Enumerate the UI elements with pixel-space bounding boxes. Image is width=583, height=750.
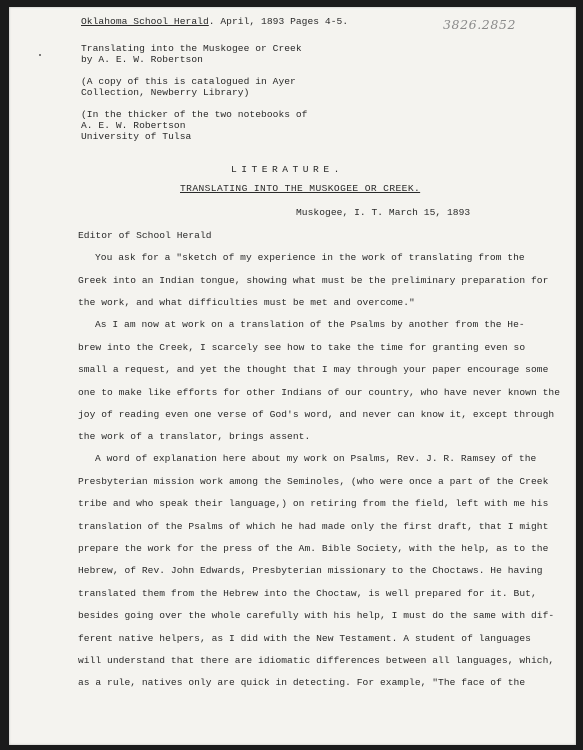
body-line: one to make like efforts for other Indians of our country, who have never known the: [78, 387, 560, 398]
body-line: the work of a translator, brings assent.: [78, 431, 311, 442]
copy-note-line-1: (A copy of this is catalogued in Ayer: [81, 76, 296, 87]
paper-speck: [39, 54, 41, 56]
article-subtitle: TRANSLATING INTO THE MUSKOGEE OR CREEK.: [180, 183, 421, 194]
source-title: Translating into the Muskogee or Creek: [81, 43, 302, 54]
copy-note-line-2: Collection, Newberry Library): [81, 87, 250, 98]
body-line: Presbyterian mission work among the Seminoles, (who were once a part of the Creek: [78, 476, 549, 487]
section-title: LITERATURE.: [231, 164, 344, 175]
catalog-number: 3826.2852: [443, 17, 516, 32]
body-line: translation of the Psalms of which he had made only the first draft, that I might: [78, 521, 549, 532]
body-line: the work, and what difficulties must be met and overcome.": [78, 297, 415, 308]
notebook-note-line-2: A. E. W. Robertson: [81, 120, 186, 131]
body-line: Hebrew, of Rev. John Edwards, Presbyterian missionary to the Choctaws. He having: [78, 565, 543, 576]
dateline: Muskogee, I. T. March 15, 1893: [296, 207, 471, 218]
body-line: joy of reading even one verse of God's word, and never can know it, except through: [78, 409, 555, 420]
body-line: You ask for a "sketch of my experience in the work of translating from the: [95, 252, 525, 263]
publication-details: . April, 1893 Pages 4-5.: [208, 16, 349, 27]
salutation: Editor of School Herald: [78, 230, 212, 241]
body-line: A word of explanation here about my work on Psalms, Rev. J. R. Ramsey of the: [95, 453, 537, 464]
body-line: besides going over the whole carefully with his help, I must do the same with dif-: [78, 610, 555, 621]
body-line: will understand that there are idiomatic differences between all languages, which,: [78, 655, 555, 666]
publication-line: [81, 16, 348, 28]
source-author: by A. E. W. Robertson: [81, 54, 203, 65]
body-line: as a rule, natives only are quick in detecting. For example, "The face of the: [78, 677, 526, 688]
body-line: prepare the work for the press of the Am. Bible Society, with the help, as to the: [78, 543, 549, 554]
notebook-note-line-1: (In the thicker of the two notebooks of: [81, 109, 308, 120]
body-line: translated them from the Hebrew into the Choctaw, is well prepared for it. But,: [78, 588, 537, 599]
publication-name: Oklahoma School Herald: [81, 16, 209, 27]
body-line: As I am now at work on a translation of the Psalms by another from the He-: [95, 319, 525, 330]
document-page: [9, 7, 576, 745]
body-line: tribe and who speak their language,) on retiring from the field, left with me his: [78, 498, 549, 509]
body-line: brew into the Creek, I scarcely see how to take the time for granting even so: [78, 342, 526, 353]
body-line: ferent native helpers, as I did with the New Testament. A student of languages: [78, 633, 531, 644]
notebook-note-line-3: University of Tulsa: [81, 131, 192, 142]
body-line: small a request, and yet the thought that I may through your paper encourage some: [78, 364, 549, 375]
body-line: Greek into an Indian tongue, showing what must be the preliminary preparation for: [78, 275, 549, 286]
